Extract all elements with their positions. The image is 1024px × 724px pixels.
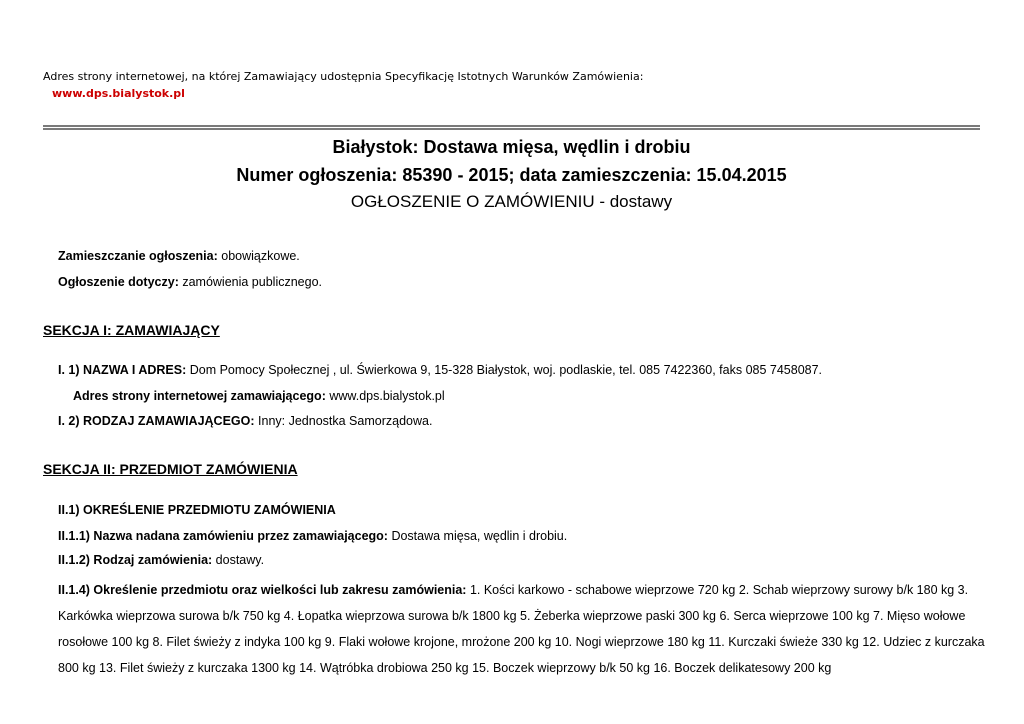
section-1-heading: SEKCJA I: ZAMAWIAJĄCY	[43, 322, 220, 338]
placement-value: obowiązkowe.	[217, 249, 300, 263]
contracting-web-value: www.dps.bialystok.pl	[325, 389, 445, 403]
order-scope-paragraph	[58, 577, 988, 681]
order-kind-row	[58, 553, 264, 567]
placement-label: Zamieszczanie ogłoszenia:	[58, 249, 218, 263]
concerns-label: Ogłoszenie dotyczy:	[58, 275, 179, 289]
contracting-name-label: I. 1) NAZWA I ADRES:	[58, 363, 187, 377]
header-divider	[43, 125, 980, 130]
order-scope-label: II.1.4) Określenie przedmiotu oraz wielkości lub zakresu zamówienia:	[58, 583, 467, 597]
order-kind-label: II.1.2) Rodzaj zamówienia:	[58, 553, 213, 567]
notice-number: Numer ogłoszenia: 85390 - 2015; data zamieszczenia: 15.04.2015	[236, 165, 787, 185]
order-name-value: Dostawa mięsa, wędlin i drobiu.	[387, 529, 568, 543]
contracting-name-value: Dom Pomocy Społecznej , ul. Świerkowa 9, 15-328 Białystok, woj. podlaskie, tel. 085 7422360, faks 085 7458087.	[186, 363, 823, 377]
contracting-web-row	[73, 389, 445, 403]
siwz-url-link[interactable]: www.dps.bialystok.pl	[52, 87, 185, 100]
siwz-note: Adres strony internetowej, na której Zamawiający udostępnia Specyfikację Istotnych Warunków Zamówienia:	[43, 70, 644, 83]
contracting-type-row	[58, 414, 432, 428]
order-name-row	[58, 529, 567, 543]
section-2-heading: SEKCJA II: PRZEDMIOT ZAMÓWIENIA	[43, 461, 298, 477]
order-scope-value: 1. Kości karkowo - schabowe wieprzowe 720 kg 2. Schab wieprzowy surowy b/k 180 kg 3. Karkówka wieprzowa surowa b/k 750 kg 4. Łopatka wieprzowa surowa b/k 1800 kg 5. Żeberka wieprzowe paski 300 kg 6. Serca wieprzowe 100 kg 7. Mięso wołowe rosołowe 100 kg 8. Filet świeży z indyka 100 kg 9. Flaki wołowe krojone, mrożone 200 kg 10. Nogi wieprzowe 180 kg 11. Kurczaki świeże 330 kg 12. Udziec z kurczaka 800 kg 13. Filet świeży z kurczaka 1300 kg 14. Wątróbka drobiowa 250 kg 15. Boczek wieprzowy b/k 50 kg 16. Boczek delikatesowy 200 kg	[58, 583, 985, 675]
concerns-value: zamówienia publicznego.	[178, 275, 322, 289]
contracting-type-label: I. 2) RODZAJ ZAMAWIAJĄCEGO:	[58, 414, 255, 428]
order-kind-value: dostawy.	[212, 553, 265, 567]
notice-title: Białystok: Dostawa mięsa, wędlin i drobiu	[332, 137, 691, 157]
subject-subheading-row	[58, 503, 336, 517]
contracting-web-label: Adres strony internetowej zamawiającego:	[73, 389, 326, 403]
contracting-type-value: Inny: Jednostka Samorządowa.	[254, 414, 433, 428]
notice-type: OGŁOSZENIE O ZAMÓWIENIU - dostawy	[350, 192, 673, 211]
contracting-name-row	[58, 363, 822, 377]
placement-row	[58, 249, 300, 263]
subject-subheading: II.1) OKREŚLENIE PRZEDMIOTU ZAMÓWIENIA	[58, 503, 336, 517]
order-name-label: II.1.1) Nazwa nadana zamówieniu przez zamawiającego:	[58, 529, 388, 543]
concerns-row	[58, 275, 322, 289]
